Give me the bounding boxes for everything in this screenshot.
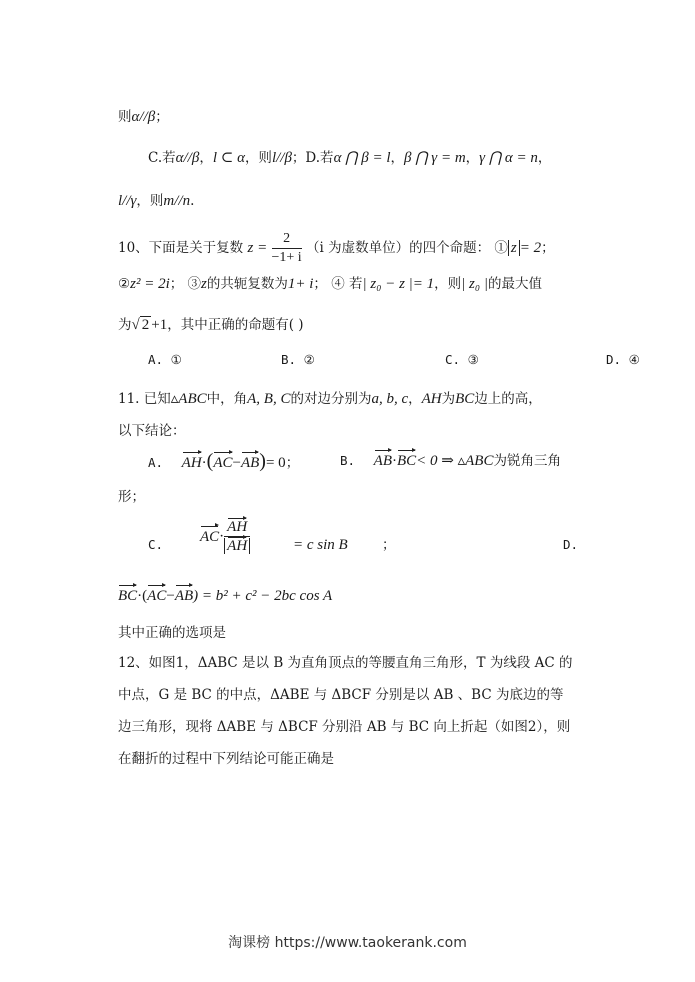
option-d: D. ④	[606, 352, 640, 367]
text: 的共轭复数为	[206, 276, 288, 292]
question-10-line-3	[118, 314, 695, 336]
question-11-line-2: 以下结论：	[118, 423, 186, 439]
math-op: (	[206, 450, 214, 472]
math-expr: l ⊂ α	[212, 150, 245, 166]
text: 中，角	[206, 391, 248, 407]
text: 的最大值	[487, 276, 542, 292]
question-12-line-1: 12、如图1，ΔABC 是以 B 为直角顶点的等腰直角三角形，T 为线段 AC 的	[118, 655, 573, 671]
vector-ac: AC	[200, 526, 219, 548]
footer-watermark: 淘课榜 https://www.taokerank.com	[228, 935, 467, 951]
option-d-continuation	[118, 190, 695, 212]
vector-bc: BC	[397, 450, 416, 472]
math-op: −	[166, 588, 175, 604]
question-10-line-1	[118, 230, 695, 267]
math-expr: z² = 2i	[130, 276, 170, 292]
unit-vector-fraction	[224, 518, 250, 555]
option-d-expr	[118, 585, 695, 607]
vector-ab: AB	[175, 585, 193, 607]
text: 若	[349, 276, 363, 292]
text: ，	[408, 391, 422, 407]
vector-ah: AH	[182, 452, 202, 474]
option-c-label: C.	[148, 537, 164, 552]
math-expr: = 0	[265, 455, 286, 471]
math-expr: AH	[421, 391, 442, 407]
fraction-denominator	[224, 537, 250, 555]
option-c-line	[148, 147, 695, 169]
option-a-line	[148, 450, 299, 474]
proposition-marker: ③	[187, 276, 202, 292]
text: ，其中正确的命题有( )	[167, 317, 304, 333]
math-expr: 1+ i	[287, 276, 314, 292]
text: ；	[169, 276, 184, 292]
text: ；	[541, 240, 555, 256]
text: （i 为虚数单位）的四个命题：	[305, 240, 491, 256]
math-op: ·	[219, 528, 225, 545]
question-10-line-2	[118, 273, 695, 295]
text: 为锐角三角	[493, 453, 561, 469]
option-c-end: ；	[382, 537, 396, 553]
math-expr: m//n	[163, 193, 191, 209]
text: 的对边分别为	[290, 391, 372, 407]
option-c: C. ③	[445, 352, 479, 367]
option-b-line	[340, 450, 561, 472]
text: ，	[465, 150, 480, 166]
text: ，	[390, 150, 405, 166]
text: ；D.若	[291, 150, 334, 166]
magnitude	[224, 538, 250, 554]
text-line-1	[118, 106, 695, 128]
question-11-line-1	[118, 388, 695, 410]
math-op: −	[232, 455, 241, 471]
vector-ab: AB	[241, 452, 259, 474]
math-expr: a, b, c	[371, 391, 409, 407]
text: 为	[118, 317, 132, 333]
math-expr: ▵ABC	[170, 391, 207, 407]
math-expr: +1	[151, 317, 168, 333]
text: 边上的高，	[474, 391, 542, 407]
math-expr: = c sin B	[293, 537, 348, 553]
math-op: ·	[137, 588, 143, 604]
text: ；	[313, 276, 327, 292]
math-op: )	[259, 450, 266, 472]
option-b-line-2: 形；	[118, 489, 145, 505]
proposition-marker: ①	[494, 240, 508, 256]
option-b: B. ②	[281, 352, 315, 367]
option-c-expr	[200, 518, 250, 555]
option-d-label: D.	[563, 537, 579, 552]
option-label: B.	[340, 453, 356, 468]
fraction-denominator: −1+ i	[271, 250, 302, 265]
question-11-closing: 其中正确的选项是	[118, 625, 226, 641]
question-12-line-3: 边三角形，现将 ΔABE 与 ΔBCF 分别沿 AB 与 BC 向上折起（如图2），则	[118, 719, 571, 735]
question-11-stem: 11. 已知	[118, 391, 171, 407]
math-expr: < 0 ⇒ ▵ABC	[416, 453, 494, 469]
option-label: A.	[148, 455, 164, 470]
fraction-numerator: 2	[272, 230, 302, 249]
sqrt-radicand: 2	[141, 317, 150, 333]
math-expr: α//β	[131, 109, 156, 125]
math-expr: γ ⋂ α = n	[479, 150, 538, 166]
sqrt-expr: √ 2 +1	[131, 317, 168, 333]
vector-ac: AC	[147, 585, 166, 607]
math-expr: z =	[247, 240, 268, 256]
math-expr: A, B, C	[247, 391, 291, 407]
math-expr: | z₀ − z |= 1	[362, 276, 435, 292]
math-expr: | z₀ |	[461, 276, 488, 292]
math-expr: z	[201, 276, 207, 292]
math-expr: l//γ	[118, 193, 137, 209]
text: ；	[285, 455, 300, 471]
text: ，	[199, 150, 213, 166]
text: ，则	[136, 193, 164, 209]
math-op: ·	[391, 453, 397, 469]
math-expr: l//β	[271, 150, 292, 166]
math-op: ·	[201, 455, 207, 471]
math-expr: ) = b² + c² − 2bc cos A	[193, 588, 333, 604]
vector-ah: AH	[227, 538, 248, 554]
text: .	[190, 193, 195, 209]
question-10-stem: 10、下面是关于复数	[118, 240, 244, 256]
math-op: (	[142, 588, 148, 604]
vector-ab: AB	[374, 450, 392, 472]
option-c-result	[293, 534, 348, 556]
text: 为	[441, 391, 456, 407]
fraction	[272, 230, 302, 267]
math-expr: β ⋂ γ = m	[404, 150, 466, 166]
question-12-line-4: 在翻折的过程中下列结论可能正确是	[118, 751, 334, 767]
proposition-marker: ④	[331, 276, 345, 292]
text: ，则	[244, 150, 272, 166]
vector-ac: AC	[213, 452, 232, 474]
proposition-marker: ②	[118, 276, 131, 292]
math-expr: α ⋂ β = l	[333, 150, 391, 166]
text: ，	[537, 150, 552, 166]
math-expr: = 2	[519, 240, 542, 256]
text: ，则	[434, 276, 462, 292]
option-label: C.若	[148, 150, 176, 166]
vector-ah: AH	[227, 519, 248, 535]
option-a: A. ①	[148, 352, 182, 367]
vector-bc: BC	[118, 585, 137, 607]
math-expr: z	[508, 240, 520, 256]
question-12-line-2: 中点，G 是 BC 的中点，ΔABE 与 ΔBCF 分别是以 AB 、BC 为底边的等	[118, 687, 564, 703]
math-expr: α//β	[175, 150, 200, 166]
text: ；	[155, 109, 169, 125]
text: 则	[118, 109, 132, 125]
math-expr: BC	[455, 391, 475, 407]
